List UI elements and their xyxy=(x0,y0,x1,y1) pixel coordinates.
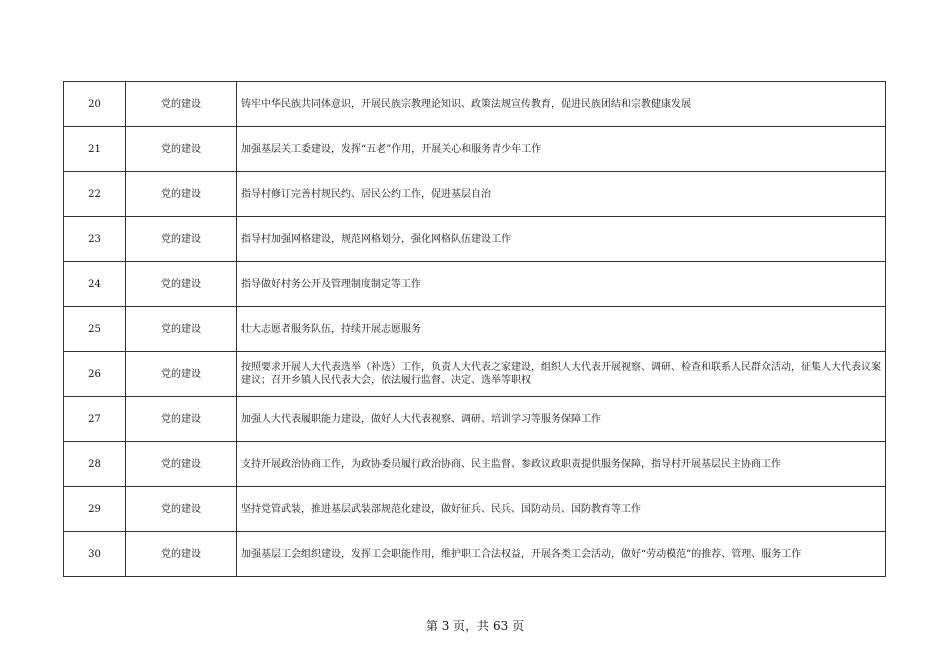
row-category: 党的建设 xyxy=(126,397,237,442)
row-description: 按照要求开展人大代表选举（补选）工作，负责人大代表之家建设，组织人大代表开展视察、调研、检查和联系人民群众活动，征集人大代表议案建议；召开乡镇人民代表大会，依法履行监督、决定、选举等职权 xyxy=(237,352,886,397)
row-number: 27 xyxy=(64,397,126,442)
row-number: 23 xyxy=(64,217,126,262)
table-row xyxy=(64,307,886,352)
row-number: 20 xyxy=(64,82,126,127)
row-description: 铸牢中华民族共同体意识，开展民族宗教理论知识、政策法规宣传教育，促进民族团结和宗教健康发展 xyxy=(237,82,886,127)
row-description: 指导做好村务公开及管理制度制定等工作 xyxy=(237,262,886,307)
table-row xyxy=(64,82,886,127)
row-description: 支持开展政治协商工作，为政协委员履行政治协商、民主监督、参政议政职责提供服务保障，指导村开展基层民主协商工作 xyxy=(237,442,886,487)
current-page-number: 3 xyxy=(441,619,450,633)
row-category: 党的建设 xyxy=(126,307,237,352)
row-category: 党的建设 xyxy=(126,262,237,307)
row-category: 党的建设 xyxy=(126,127,237,172)
footer-prefix: 第 xyxy=(425,619,438,633)
row-description: 加强人大代表履职能力建设，做好人大代表视察、调研、培训学习等服务保障工作 xyxy=(237,397,886,442)
row-description: 指导村修订完善村规民约、居民公约工作，促进基层自治 xyxy=(237,172,886,217)
table-row xyxy=(64,352,886,397)
table-row xyxy=(64,217,886,262)
table-row xyxy=(64,127,886,172)
table-row xyxy=(64,442,886,487)
row-number: 22 xyxy=(64,172,126,217)
row-number: 30 xyxy=(64,532,126,577)
page-footer xyxy=(0,617,950,634)
row-number: 21 xyxy=(64,127,126,172)
footer-mid: 页，共 xyxy=(453,619,490,633)
row-category: 党的建设 xyxy=(126,442,237,487)
row-number: 26 xyxy=(64,352,126,397)
row-category: 党的建设 xyxy=(126,217,237,262)
table-row xyxy=(64,487,886,532)
table-row xyxy=(64,397,886,442)
row-description: 坚持党管武装，推进基层武装部规范化建设，做好征兵、民兵、国防动员、国防教育等工作 xyxy=(237,487,886,532)
row-number: 29 xyxy=(64,487,126,532)
row-description: 加强基层工会组织建设，发挥工会职能作用，维护职工合法权益，开展各类工会活动，做好“劳动模范”的推荐、管理、服务工作 xyxy=(237,532,886,577)
row-category: 党的建设 xyxy=(126,352,237,397)
row-number: 28 xyxy=(64,442,126,487)
total-page-count: 63 xyxy=(493,619,509,633)
row-category: 党的建设 xyxy=(126,532,237,577)
row-number: 24 xyxy=(64,262,126,307)
row-category: 党的建设 xyxy=(126,487,237,532)
footer-suffix: 页 xyxy=(512,619,525,633)
table-row xyxy=(64,172,886,217)
row-description: 壮大志愿者服务队伍，持续开展志愿服务 xyxy=(237,307,886,352)
row-category: 党的建设 xyxy=(126,172,237,217)
table-row xyxy=(64,532,886,577)
duty-table xyxy=(63,81,886,577)
row-category: 党的建设 xyxy=(126,82,237,127)
row-description: 指导村加强网格建设，规范网格划分，强化网格队伍建设工作 xyxy=(237,217,886,262)
row-description: 加强基层关工委建设，发挥“五老”作用，开展关心和服务青少年工作 xyxy=(237,127,886,172)
duty-table-body xyxy=(64,82,886,577)
table-row xyxy=(64,262,886,307)
row-number: 25 xyxy=(64,307,126,352)
